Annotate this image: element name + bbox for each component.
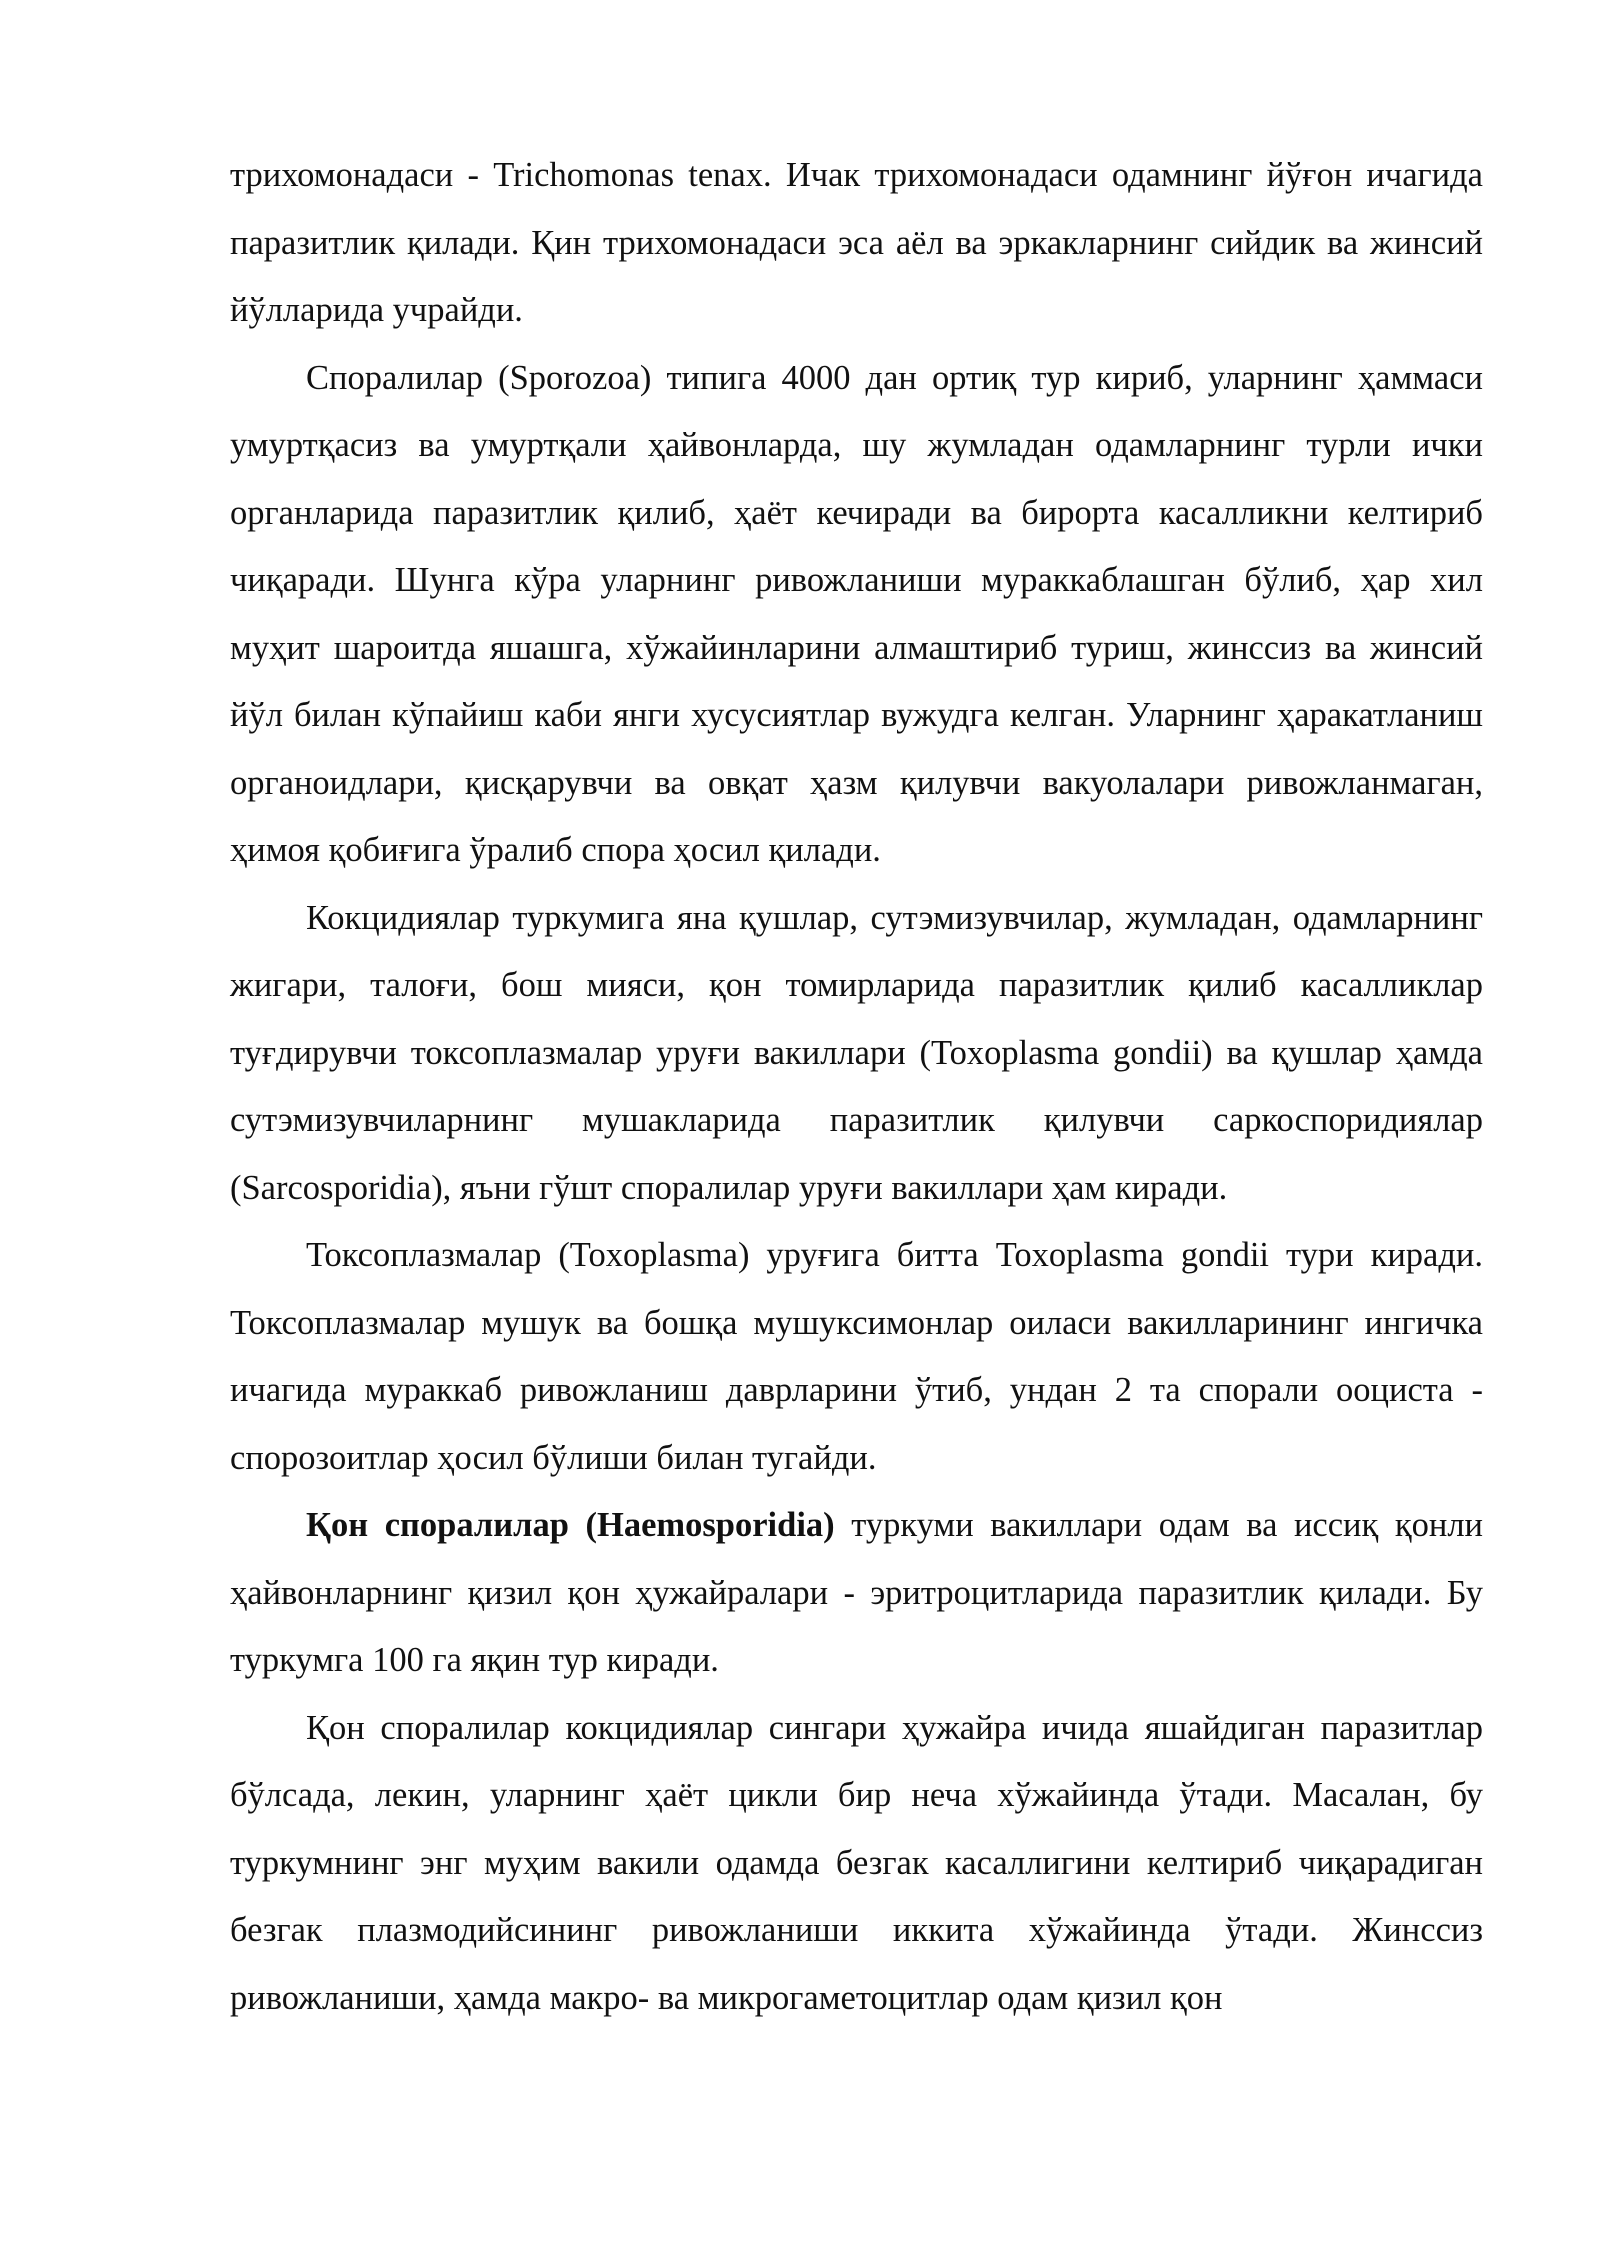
paragraph-haemosporidia bbox=[230, 1492, 1483, 1695]
bold-term-haemosporidia: Қон споралилар (Haemosporidia) bbox=[306, 1506, 835, 1544]
paragraph-continuation: трихомонадаси - Trichomonas tenax. Ичак трихомонадаси одамнинг йўғон ичагида паразитлик қилади. Қин трихомонадаси эса аёл ва эркакларнинг сийдик ва жинсий йўлларида учрайди. bbox=[230, 156, 1483, 329]
paragraph-haemosporidia-text: туркуми вакиллари одам ва иссиқ қонли ҳайвонларнинг қизил қон ҳужайралари - эритроцитларида паразитлик қилади. Бу туркумга 100 га яқин тур киради. bbox=[230, 1506, 1483, 1679]
paragraph-sporozoa: Споралилар (Sporozoa) типига 4000 дан ортиқ тур кириб, уларнинг ҳаммаси умуртқасиз ва умуртқали ҳайвонларда, шу жумладан одамларнинг турли ички органларида паразитлик қилиб, ҳаёт кечиради ва бирорта касалликни келтириб чиқаради. Шунга кўра уларнинг ривожланиши мураккаблашган бўлиб, ҳар хил муҳит шароитда яшашга, хўжайинларини алмаштириб туриш, жинссиз ва жинсий йўл билан кўпайиш каби янги хусусиятлар вужудга келган. Уларнинг ҳаракатланиш органоидлари, қисқарувчи ва овқат ҳазм қилувчи вакуолалари ривожланмаган, ҳимоя қобиғига ўралиб спора ҳосил қилади. bbox=[230, 358, 1483, 869]
paragraph-toxoplasma: Токсоплазмалар (Toxoplasma) уруғига битта Toxoplasma gondii тури киради. Токсоплазмалар мушук ва бошқа мушуксимонлар оиласи вакилларининг ингичка ичагида мураккаб ривожланиш даврларини ўтиб, ундан 2 та спорали ооциста - спорозоитлар ҳосил бўлиши билан тугайди. bbox=[230, 1236, 1483, 1477]
paragraph-coccidia: Кокцидиялар туркумига яна қушлар, сутэмизувчилар, жумладан, одамларнинг жигари, талоғи, бош мияси, қон томирларида паразитлик қилиб касалликлар туғдирувчи токсоплазмалар уруғи вакиллари (Toxoplasma gondii) ва қушлар ҳамда сутэмизувчиларнинг мушакларида паразитлик қилувчи саркоспоридиялар (Sarcosporidia), яъни гўшт споралилар уруғи вакиллари ҳам киради. bbox=[230, 898, 1483, 1207]
body-text bbox=[230, 142, 1483, 2032]
paragraph-blood-sporozoa: Қон споралилар кокцидиялар сингари ҳужайра ичида яшайдиган паразитлар бўлсада, лекин, уларнинг ҳаёт цикли бир неча хўжайинда ўтади. Масалан, бу туркумнинг энг муҳим вакили одамда безгак касаллигини келтириб чиқарадиган безгак плазмодийсининг ривожланиши иккита хўжайинда ўтади. Жинссиз ривожланиши, ҳамда макро- ва микрогаметоцитлар одам қизил қон bbox=[230, 1708, 1483, 2017]
